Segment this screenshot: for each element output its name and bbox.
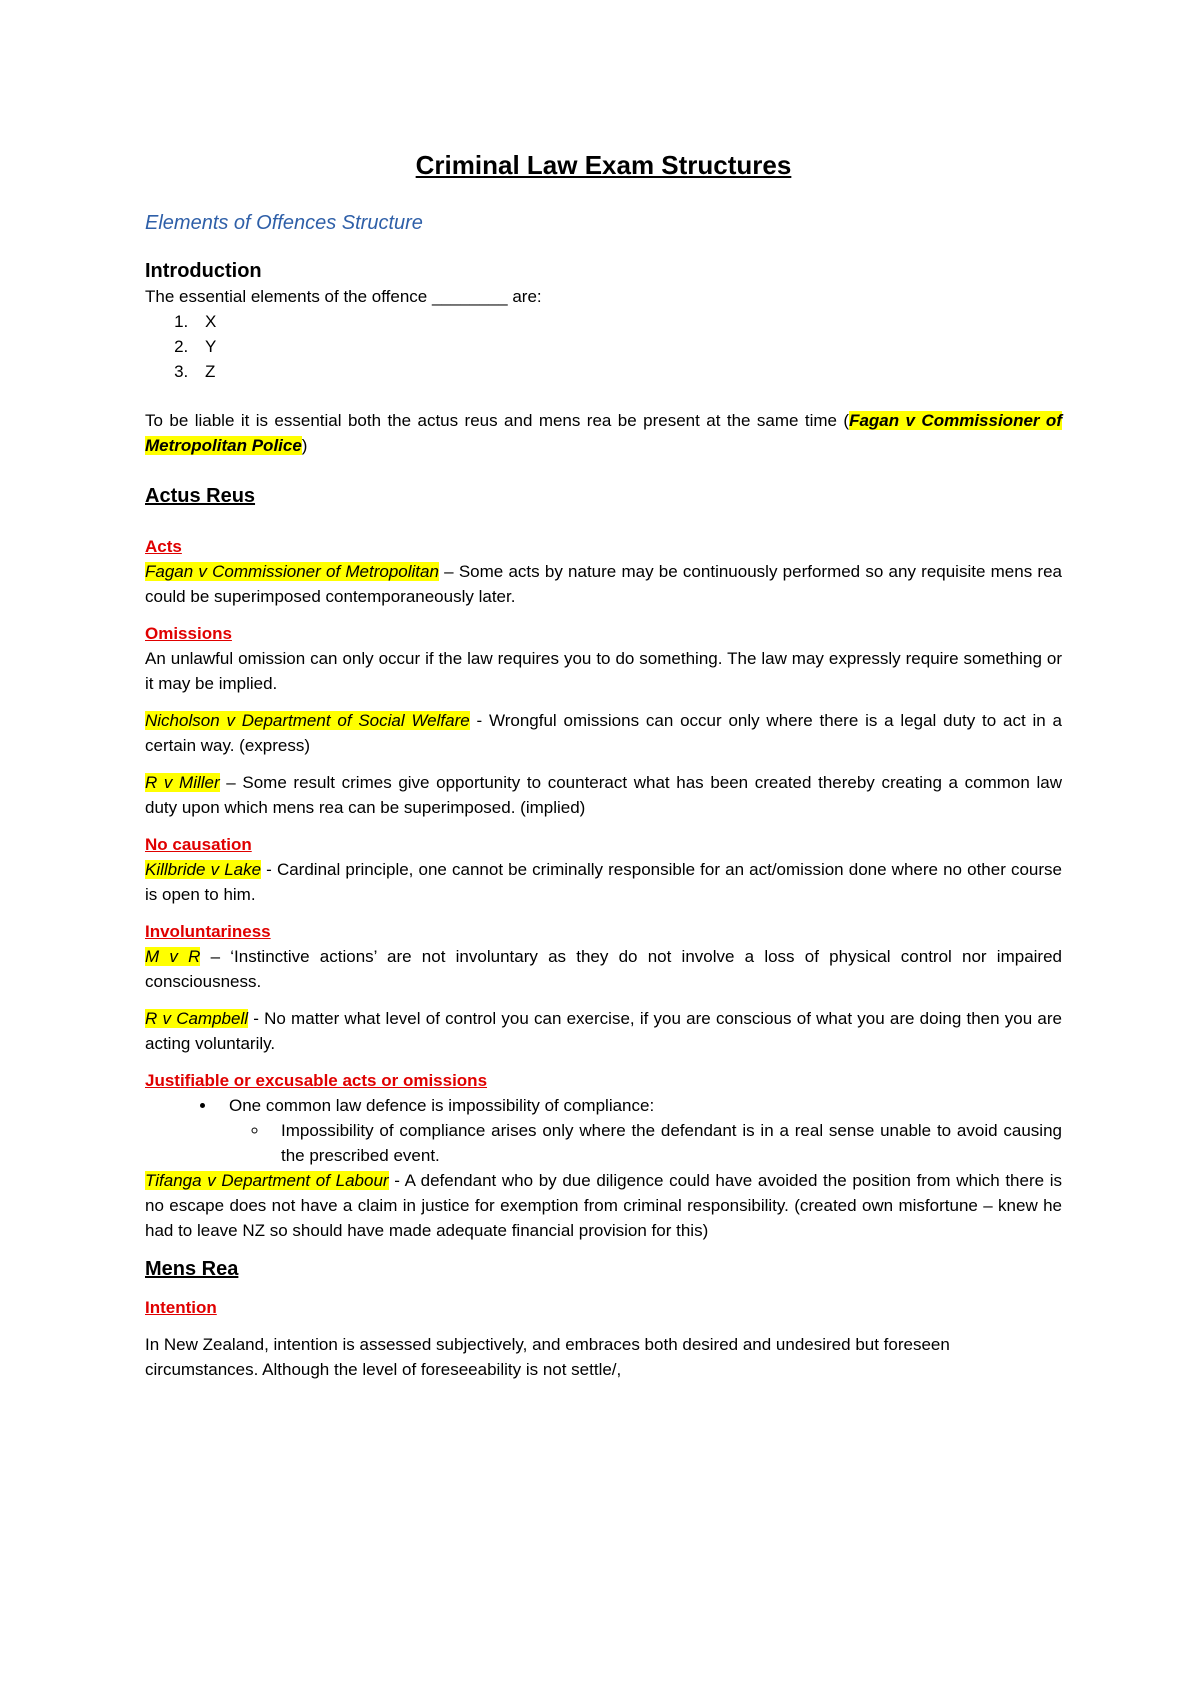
case-citation: Fagan v Commissioner of Metropolitan [145,562,439,581]
document-title: Criminal Law Exam Structures [415,150,792,180]
intention-paragraph: In New Zealand, intention is assessed subjectively, and embraces both desired and undesired but foreseen circumstances. Although the level of foreseeability is not settle/, [145,1335,950,1379]
nicholson-paragraph: Nicholson v Department of Social Welfare - Wrongful omissions can occur only where there is a legal duty to act in a certain way. (express) [145,711,1062,755]
introduction-paragraph: To be liable it is essential both the actus reus and mens rea be present at the same time (Fagan v Commissioner of Metropolitan Police) [145,411,1062,455]
case-citation: R v Miller [145,773,220,792]
document-subtitle: Elements of Offences Structure [145,212,423,234]
introduction-heading: Introduction [145,260,262,282]
intention-heading: Intention [145,1298,217,1317]
acts-paragraph: Fagan v Commissioner of Metropolitan – Some acts by nature may be continuously performed so any requisite mens rea could be superimposed contemporaneously later. [145,562,1062,606]
elements-list [145,309,1062,384]
list-item: • One common law defence is impossibility of compliance: ◦ Impossibility of compliance arises only where the defendant is in a real sense unable to avoid causing the prescribed event. [217,1093,1062,1168]
case-citation: Tifanga v Department of Labour [145,1171,389,1190]
acts-heading: Acts [145,537,182,556]
m-v-r-paragraph: M v R – ‘Instinctive actions’ are not involuntary as they do not involve a loss of physical control nor impaired consciousness. [145,947,1062,991]
mens-rea-heading: Mens Rea [145,1258,239,1280]
list-item: 3. Z [193,359,1062,384]
miller-paragraph: R v Miller – Some result crimes give opportunity to counteract what has been created thereby creating a common law duty upon which mens rea can be superimposed. (implied) [145,773,1062,817]
introduction-lead: The essential elements of the offence ________ are: [145,287,542,306]
justifiable-heading: Justifiable or excusable acts or omissions [145,1071,488,1090]
case-citation: Killbride v Lake [145,860,262,879]
no-causation-paragraph: Killbride v Lake - Cardinal principle, one cannot be criminally responsible for an act/omission done where no other course is open to him. [145,860,1062,904]
case-citation: R v Campbell [145,1009,249,1028]
list-item: 1. X [193,309,1062,334]
justifiable-bullets [145,1093,1062,1168]
campbell-paragraph: R v Campbell - No matter what level of control you can exercise, if you are conscious of what you are doing then you are acting voluntarily. [145,1009,1062,1053]
involuntariness-heading: Involuntariness [145,922,271,941]
list-item: ◦ Impossibility of compliance arises only where the defendant is in a real sense unable to avoid causing the prescribed event. [269,1118,1062,1168]
case-citation: Nicholson v Department of Social Welfare [145,711,470,730]
list-item: 2. Y [193,334,1062,359]
omissions-heading: Omissions [145,624,232,643]
case-citation: M v R [145,947,201,966]
justifiable-sub-bullets [229,1118,1062,1168]
case-citation: Fagan v Commissioner of Metropolitan Police [145,411,1062,455]
document-page [145,148,1062,1382]
tifanga-paragraph: Tifanga v Department of Labour - A defendant who by due diligence could have avoided the position from which there is no escape does not have a claim in justice for exemption from criminal responsibility. (created own misfortune – knew he had to leave NZ so should have made adequate financial provision for this) [145,1171,1062,1240]
omissions-paragraph: An unlawful omission can only occur if the law requires you to do something. The law may expressly require something or it may be implied. [145,649,1062,693]
no-causation-heading: No causation [145,835,252,854]
actus-reus-heading: Actus Reus [145,485,256,507]
